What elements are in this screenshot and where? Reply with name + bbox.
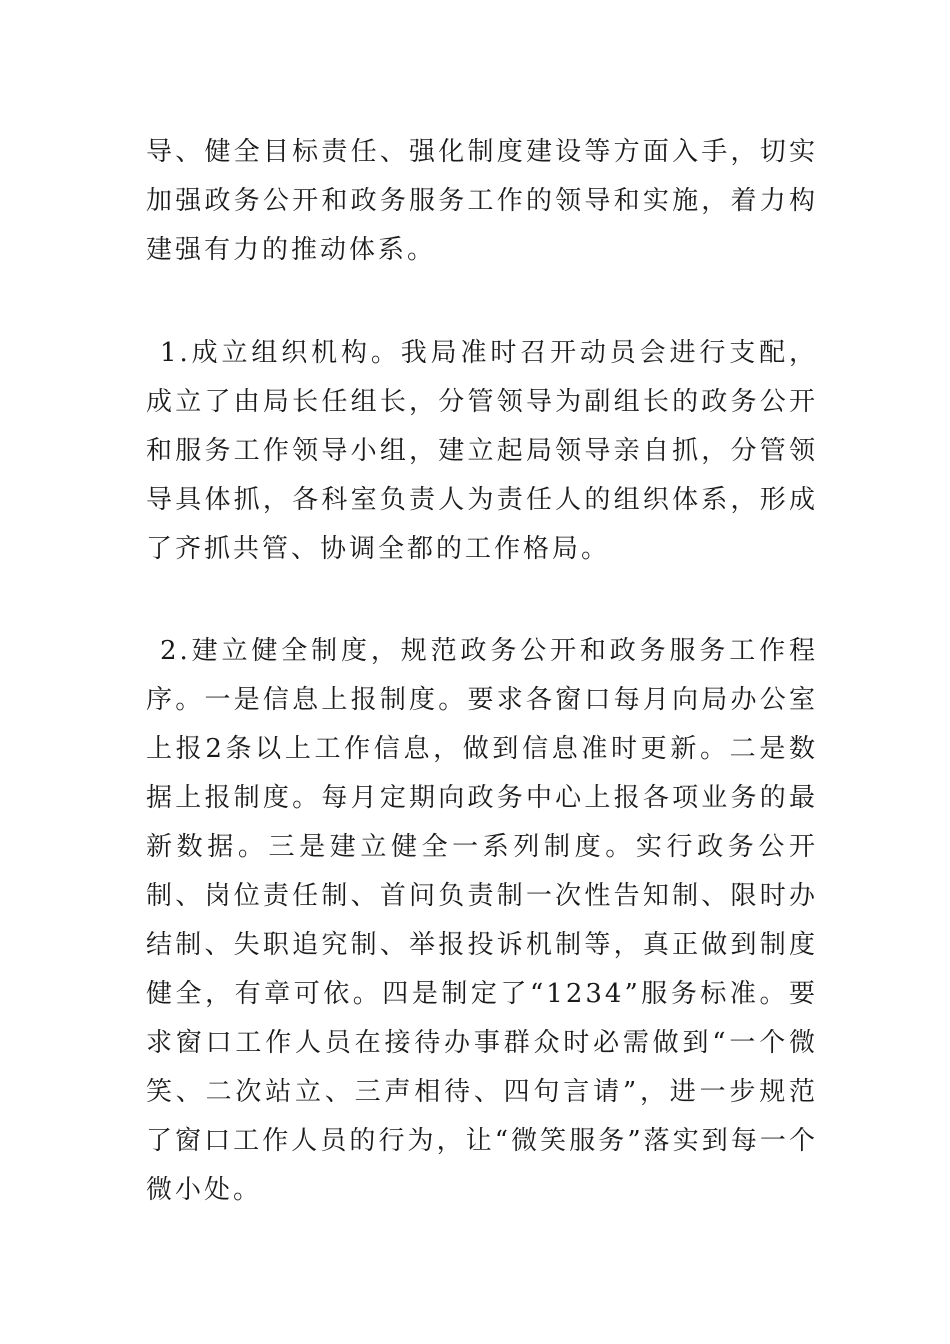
paragraph-intro: 导、健全目标责任、强化制度建设等方面入手，切实加强政务公开和政务服务工作的领导和实施，着力构建强有力的推动体系。	[146, 137, 818, 265]
paragraph-organization: 1.成立组织机构。我局准时召开动员会进行支配，成立了由局长任组长，分管领导为副组长的政务公开和服务工作领导小组，建立起局领导亲自抓，分管领导具体抓，各科室负责人为责任人的组织体系，形成了齐抓共管、协调全都的工作格局。	[146, 338, 818, 564]
paragraph-system: 2.建立健全制度，规范政务公开和政务服务工作程序。一是信息上报制度。要求各窗口每月向局办公室上报2条以上工作信息，做到信息准时更新。二是数据上报制度。每月定期向政务中心上报各项业务的最新数据。三是建立健全一系列制度。实行政务公开制、岗位责任制、首问负责制一次性告知制、限时办结制、失职追究制、举报投诉机制等，真正做到制度健全，有章可依。四是制定了“1234”服务标准。要求窗口工作人员在接待办事群众时必需做到“一个微笑、二次站立、三声相待、四句言请”，进一步规范了窗口工作人员的行为，让“微笑服务”落实到每一个微小处。	[146, 636, 818, 1205]
